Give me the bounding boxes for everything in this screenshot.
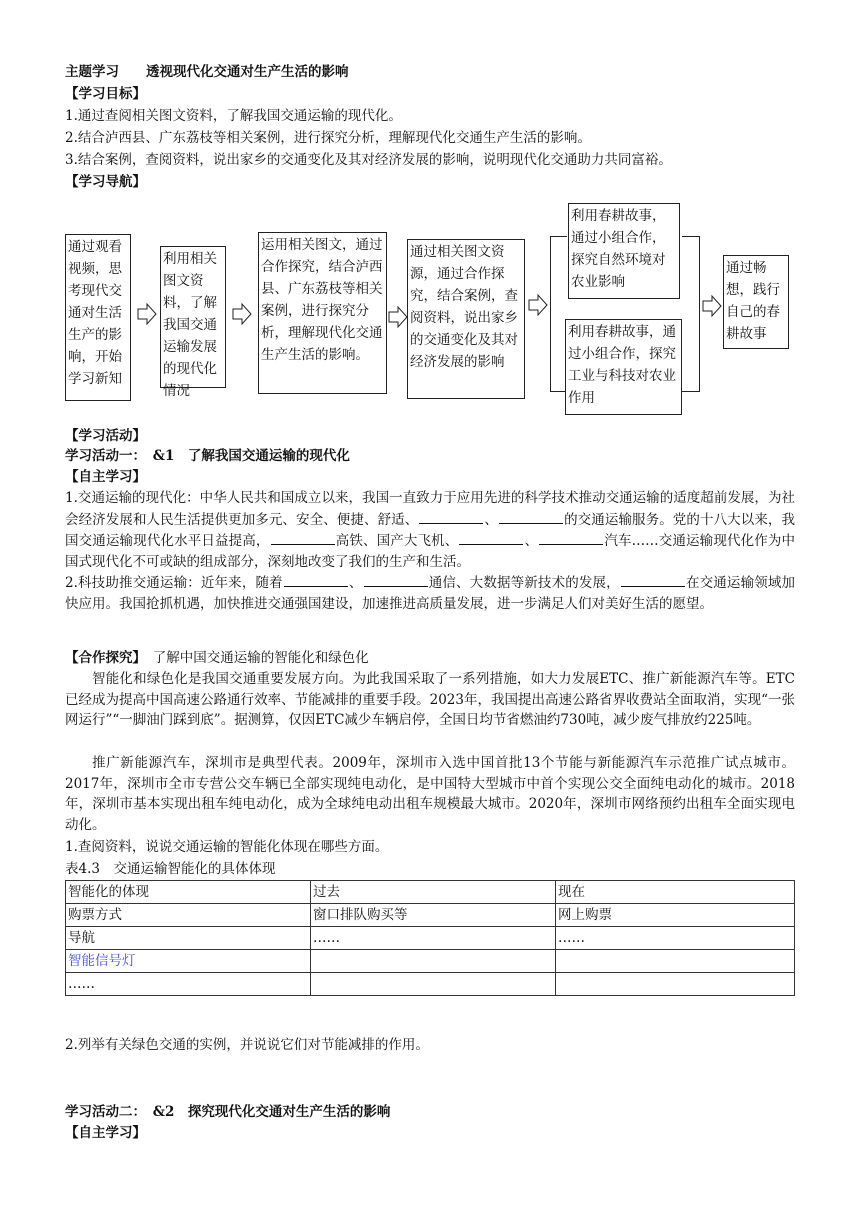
cooperative-heading-line: 【合作探究】 了解中国交通运输的智能化和绿色化 (65, 650, 369, 666)
table-cell-link[interactable]: 智能信号灯 (66, 950, 311, 973)
table-caption: 表4.3 交通运输智能化的具体体现 (65, 861, 276, 877)
activity-2-title: 学习活动二： &2 探究现代化交通对生产生活的影响 (65, 1104, 391, 1120)
flow-box-6: 通过畅想，践行自己的春耕故事 (723, 255, 789, 349)
table-row (66, 904, 795, 927)
table-cell[interactable] (311, 973, 556, 996)
goal-item-2: 2.结合泸西县、广东荔枝等相关案例，进行探究分析，理解现代化交通生产生活的影响。 (65, 130, 591, 146)
document-title: 主题学习 透视现代化交通对生产生活的影响 (65, 64, 349, 80)
arrow-right-icon (137, 303, 157, 325)
table-cell: …… (311, 927, 556, 950)
blank-field[interactable] (621, 572, 685, 587)
arrow-right-icon (388, 306, 408, 328)
table-row (66, 950, 795, 973)
self-study-heading: 【自主学习】 (65, 469, 146, 485)
merge-bracket (682, 236, 700, 392)
blank-field[interactable] (364, 572, 428, 587)
arrow-right-icon (232, 303, 252, 325)
question-2: 2.列举有关绿色交通的实例，并说说它们对节能减排的作用。 (65, 1037, 429, 1053)
table-cell: 窗口排队购买等 (311, 904, 556, 927)
table-header-cell: 智能化的体现 (66, 881, 311, 904)
flow-box-5a: 利用春耕故事，通过小组合作，探究自然环境对农业影响 (568, 203, 680, 299)
intelligence-table (65, 880, 795, 996)
table-cell[interactable] (311, 950, 556, 973)
activity-1-title: 学习活动一： &1 了解我国交通运输的现代化 (65, 448, 350, 464)
flow-box-5b: 利用春耕故事，通过小组合作，探究工业与科技对农业作用 (565, 319, 682, 415)
table-cell[interactable] (556, 950, 795, 973)
blank-field[interactable] (284, 572, 348, 587)
table-cell: …… (556, 927, 795, 950)
paragraph-etc: 智能化和绿色化是我国交通重要发展方向。为此我国采取了一系列措施，如大力发展ETC、推广新能源汽车等。ETC已经成为提高中国高速公路通行效率、节能减排的重要手段。2023年，我国提出高速公路省界收费站全面取消，实现“一张网运行”“一脚油门踩到底”。据测算，仅因ETC减少车辆启停，全国日均节省燃油约730吨，减少废气排放约225吨。 (65, 671, 795, 728)
flow-box-3: 运用相关图文，通过合作探究，结合泸西县、广东荔枝等相关案例，进行探究分析，理解现代化交通生产生活的影响。 (258, 232, 387, 394)
blank-field[interactable] (499, 509, 563, 524)
blank-field[interactable] (419, 509, 483, 524)
nav-heading: 【学习导航】 (65, 174, 146, 190)
flow-box-1: 通过观看视频，思考现代交通对生活生产的影响，开始学习新知 (65, 234, 131, 401)
blank-field[interactable] (271, 530, 335, 545)
arrow-right-icon (528, 294, 548, 316)
flow-box-4: 通过相关图文资源，通过合作探究，结合案例，查阅资料，说出家乡的交通变化及其对经济发展的影响 (407, 239, 525, 399)
table-cell: 网上购票 (556, 904, 795, 927)
table-cell: …… (66, 973, 311, 996)
table-header-row (66, 881, 795, 904)
activity-section-heading: 【学习活动】 (65, 428, 146, 444)
paragraph-shenzhen: 推广新能源汽车，深圳市是典型代表。2009年，深圳市入选中国首批13个节能与新能源汽车示范推广试点城市。2017年，深圳市全市专营公交车辆已全部实现纯电动化，是中国特大型城市中首个实现公交全面纯电动化的城市。2018年，深圳市基本实现出租车纯电动化，成为全球纯电动出租车规模最大城市。2020年，深圳市网络预约出租车全面实现电动化。 (65, 755, 795, 833)
table-cell: 导航 (66, 927, 311, 950)
question-1: 1.查阅资料，说说交通运输的智能化体现在哪些方面。 (65, 839, 389, 855)
table-header-cell: 现在 (556, 881, 795, 904)
table-header-cell: 过去 (311, 881, 556, 904)
paragraph-modernization: 1.交通运输的现代化：中华人民共和国成立以来，我国一直致力于应用先进的科学技术推动交通运输的适度超前发展，为社会经济发展和人民生活提供更加多元、安全、便捷、舒适、 、 的交通运输服务。党的十八大以来，我国交通运输现代化水平日益提高， 高铁、国产大飞机、 、 汽车……交通运输现代化作为中国式现代化不可或缺的组成部分，深刻地改变了我们的生产和生活。 (65, 490, 796, 570)
goal-item-3: 3.结合案例，查阅资料，说出家乡的交通变化及其对经济发展的影响，说明现代化交通助力共同富裕。 (65, 152, 672, 168)
table-row (66, 973, 795, 996)
table-cell[interactable] (556, 973, 795, 996)
table-cell: 购票方式 (66, 904, 311, 927)
blank-field[interactable] (459, 530, 523, 545)
arrow-right-icon (702, 295, 722, 317)
goals-heading: 【学习目标】 (65, 86, 146, 102)
paragraph-technology: 2.科技助推交通运输：近年来，随着 、 通信、大数据等新技术的发展， 在交通运输领域加快应用。我国抢抓机遇，加快推进交通强国建设，加速推进高质量发展，进一步满足人们对美好生活的愿望。 (65, 572, 795, 614)
goal-item-1: 1.通过查阅相关图文资料，了解我国交通运输的现代化。 (65, 108, 402, 124)
table-row (66, 927, 795, 950)
self-study-heading-2: 【自主学习】 (65, 1125, 146, 1141)
blank-field[interactable] (539, 530, 603, 545)
flow-box-2: 利用相关图文资料，了解我国交通运输发展的现代化情况 (160, 246, 226, 388)
learning-flow-diagram (65, 198, 795, 418)
